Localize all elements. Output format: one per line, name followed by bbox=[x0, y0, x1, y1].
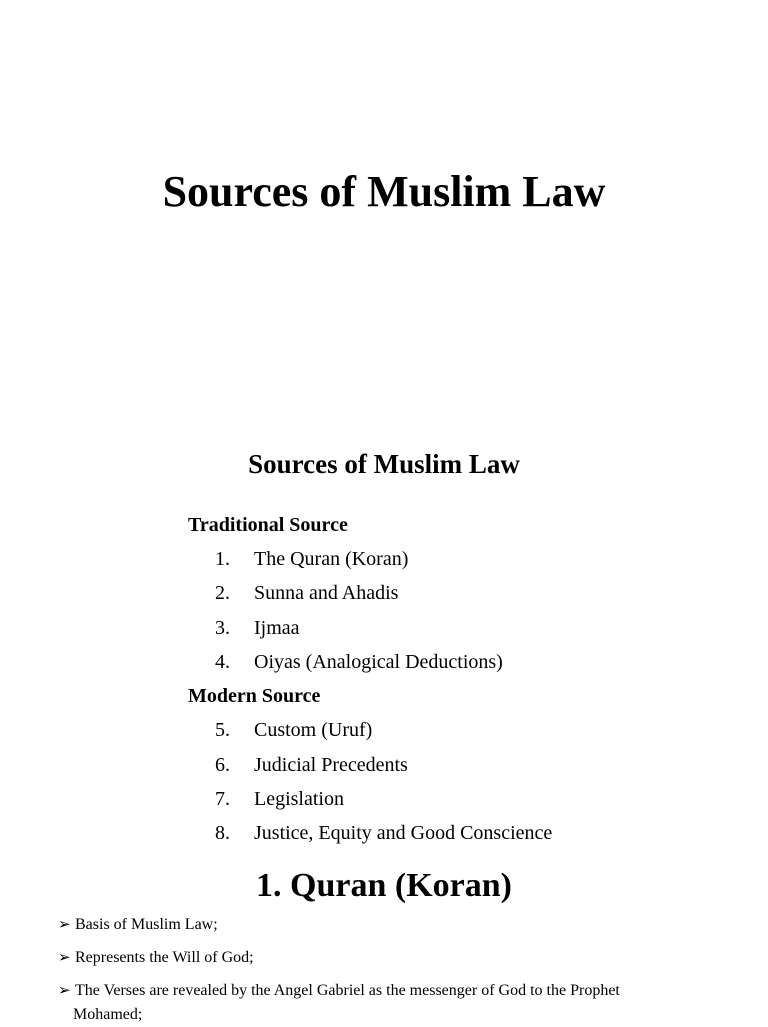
modern-source-heading: Modern Source bbox=[188, 685, 321, 707]
list-item-text: Legislation bbox=[254, 788, 344, 810]
list-item-number: 4. bbox=[215, 651, 230, 673]
list-item bbox=[0, 786, 768, 814]
list-item bbox=[0, 820, 768, 848]
quran-section-title: 1. Quran (Koran) bbox=[256, 867, 512, 904]
list-item-number: 2. bbox=[215, 582, 230, 604]
list-item-number: 5. bbox=[215, 719, 230, 741]
bullet-text-continuation: Mohamed; bbox=[73, 1006, 143, 1023]
traditional-source-heading: Traditional Source bbox=[188, 514, 348, 536]
list-item-number: 6. bbox=[215, 754, 230, 776]
list-item bbox=[0, 717, 768, 745]
bullet-text: Represents the Will of God; bbox=[75, 949, 254, 966]
list-item bbox=[0, 752, 768, 780]
page-title: Sources of Muslim Law bbox=[162, 167, 606, 216]
list-item-text: Custom (Uruf) bbox=[254, 719, 373, 741]
list-item bbox=[0, 546, 768, 574]
list-item-number: 3. bbox=[215, 617, 230, 639]
list-item-text: Oiyas (Analogical Deductions) bbox=[254, 651, 503, 673]
arrow-bullet-icon: ➢ bbox=[58, 983, 71, 999]
bullet-item bbox=[58, 913, 748, 937]
list-item-text: The Quran (Koran) bbox=[254, 548, 409, 570]
list-item bbox=[0, 580, 768, 608]
list-item-number: 8. bbox=[215, 822, 230, 844]
list-item-number: 7. bbox=[215, 788, 230, 810]
list-item-text: Ijmaa bbox=[254, 617, 300, 639]
list-item-number: 1. bbox=[215, 548, 230, 570]
bullet-item bbox=[58, 946, 748, 970]
list-item bbox=[0, 615, 768, 643]
list-item-text: Sunna and Ahadis bbox=[254, 582, 399, 604]
bullet-item bbox=[58, 979, 748, 1027]
bullet-text: Basis of Muslim Law; bbox=[75, 916, 218, 933]
bullet-text: The Verses are revealed by the Angel Gabriel as the messenger of God to the Prophet bbox=[75, 982, 620, 999]
list-item-text: Judicial Precedents bbox=[254, 754, 408, 776]
section-title-sources: Sources of Muslim Law bbox=[248, 449, 520, 479]
arrow-bullet-icon: ➢ bbox=[58, 917, 71, 933]
list-item-text: Justice, Equity and Good Conscience bbox=[254, 822, 553, 844]
list-item bbox=[0, 649, 768, 677]
arrow-bullet-icon: ➢ bbox=[58, 950, 71, 966]
